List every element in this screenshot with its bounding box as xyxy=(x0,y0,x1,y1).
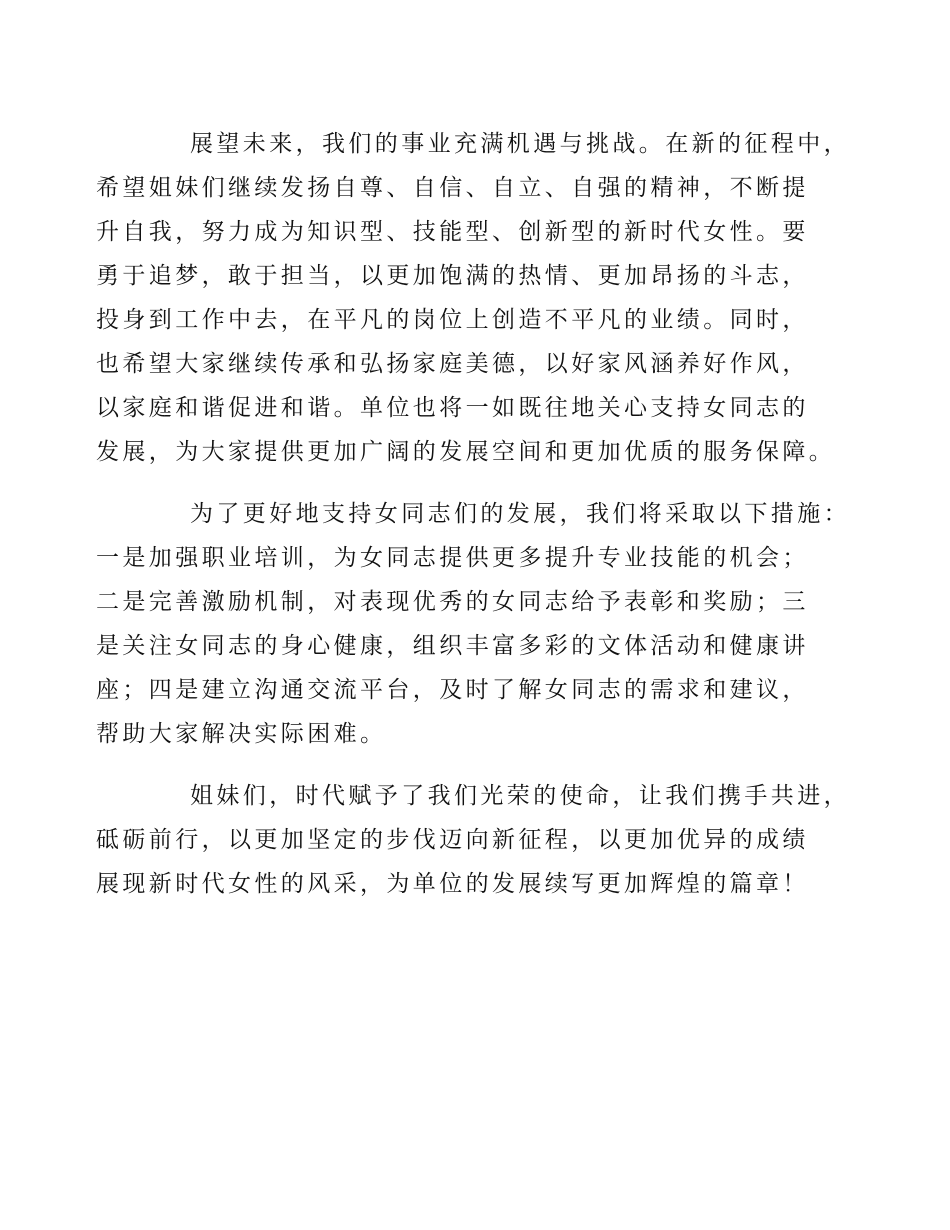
paragraph-line: 展望未来，我们的事业充满机遇与挑战。在新的征程中， xyxy=(190,131,850,157)
paragraph-line: 姐妹们，时代赋予了我们光荣的使命，让我们携手共进， xyxy=(190,783,850,809)
paragraph-line: 投身到工作中去，在平凡的岗位上创造不平凡的业绩。同时， xyxy=(96,307,809,333)
paragraph-line: 是关注女同志的身心健康，组织丰富多彩的文体活动和健康讲 xyxy=(96,633,809,659)
document-body xyxy=(96,122,850,906)
paragraph-line: 展现新时代女性的风采，为单位的发展续写更加辉煌的篇章！ xyxy=(96,871,809,897)
paragraph-line: 二是完善激励机制，对表现优秀的女同志给予表彰和奖励；三 xyxy=(96,589,809,615)
paragraph-line: 也希望大家继续传承和弘扬家庭美德，以好家风涵养好作风， xyxy=(96,351,809,377)
paragraph-line: 以家庭和谐促进和谐。单位也将一如既往地关心支持女同志的 xyxy=(96,395,809,421)
paragraph-line: 砥砺前行，以更加坚定的步伐迈向新征程，以更加优异的成绩 xyxy=(96,827,809,853)
paragraph-future-outlook xyxy=(96,122,850,474)
paragraph-line: 一是加强职业培训，为女同志提供更多提升专业技能的机会； xyxy=(96,545,809,571)
paragraph-line: 勇于追梦，敢于担当，以更加饱满的热情、更加昂扬的斗志， xyxy=(96,263,809,289)
paragraph-support-measures xyxy=(96,492,850,756)
paragraph-line: 为了更好地支持女同志们的发展，我们将采取以下措施： xyxy=(190,501,850,527)
paragraph-line: 帮助大家解决实际困难。 xyxy=(96,721,387,747)
paragraph-line: 座；四是建立沟通交流平台，及时了解女同志的需求和建议， xyxy=(96,677,809,703)
paragraph-line: 希望姐妹们继续发扬自尊、自信、自立、自强的精神，不断提 xyxy=(96,175,809,201)
paragraph-line: 发展，为大家提供更加广阔的发展空间和更加优质的服务保障。 xyxy=(96,439,836,465)
paragraph-closing xyxy=(96,774,850,906)
paragraph-line: 升自我，努力成为知识型、技能型、创新型的新时代女性。要 xyxy=(96,219,809,245)
